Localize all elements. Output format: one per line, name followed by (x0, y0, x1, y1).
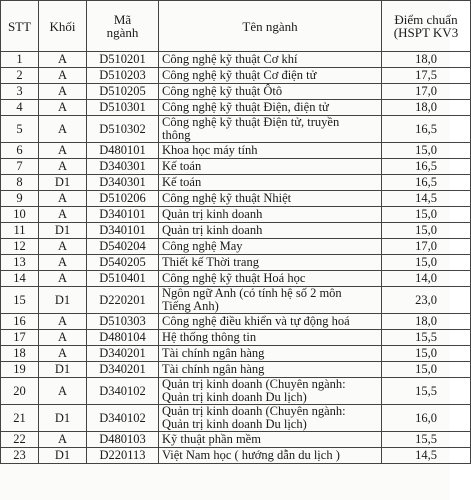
cell-diem-chuan: 14,0 (382, 271, 471, 287)
cell-stt: 17 (1, 330, 39, 346)
table-row (1, 287, 471, 314)
cell-ma-nganh: D340201 (87, 362, 159, 378)
table-row (1, 159, 471, 175)
ten-nganh-line: Quản trị kinh doanh (Chuyên ngành: (162, 404, 346, 418)
cell-diem-chuan: 15,0 (382, 207, 471, 223)
cell-khoi: D1 (39, 405, 87, 432)
cell-khoi: A (39, 239, 87, 255)
ten-nganh-line: Công nghệ kỹ thuật Điện, điện tử (162, 100, 329, 114)
ten-nganh-line: thông (162, 128, 191, 142)
cell-stt: 8 (1, 175, 39, 191)
cell-khoi: A (39, 330, 87, 346)
ten-nganh-line: Quản trị kinh doanh (162, 207, 263, 221)
table-header-row (1, 1, 471, 52)
cell-ten-nganh (159, 448, 382, 464)
ten-nganh-line: Công nghệ điều khiển và tự động hoá (162, 314, 350, 328)
cell-khoi: A (39, 271, 87, 287)
cell-ten-nganh (159, 84, 382, 100)
cell-ma-nganh: D340301 (87, 175, 159, 191)
ten-nganh-line: Công nghệ kỹ thuật Hoá học (162, 271, 306, 285)
cell-khoi: D1 (39, 448, 87, 464)
cell-diem-chuan: 17,5 (382, 68, 471, 84)
cell-khoi: A (39, 207, 87, 223)
cell-ten-nganh (159, 432, 382, 448)
cell-stt: 16 (1, 314, 39, 330)
ten-nganh-line: Ngôn ngữ Anh (có tính hệ số 2 môn (162, 286, 342, 300)
table-row (1, 378, 471, 405)
ten-nganh-line: Khoa học máy tính (162, 143, 258, 157)
cell-diem-chuan: 16,5 (382, 116, 471, 143)
ten-nganh-line: Công nghệ kỹ thuật Nhiệt (162, 191, 292, 205)
cell-ten-nganh (159, 330, 382, 346)
cell-ten-nganh (159, 223, 382, 239)
cell-diem-chuan: 15,5 (382, 432, 471, 448)
cell-ten-nganh (159, 239, 382, 255)
table-body (1, 52, 471, 464)
cell-ten-nganh (159, 255, 382, 271)
cell-ma-nganh: D340101 (87, 207, 159, 223)
ten-nganh-line: Công nghệ May (162, 239, 243, 253)
cell-ten-nganh (159, 175, 382, 191)
cell-khoi: A (39, 255, 87, 271)
cell-ma-nganh: D340201 (87, 346, 159, 362)
cell-stt: 18 (1, 346, 39, 362)
ten-nganh-line: Quản trị kinh doanh Du lịch) (162, 417, 307, 431)
ten-nganh-line: Công nghệ kỹ thuật Ôtô (162, 84, 283, 98)
cell-ten-nganh (159, 346, 382, 362)
cell-ten-nganh (159, 68, 382, 84)
table-row (1, 52, 471, 68)
ten-nganh-line: Hệ thống thông tin (162, 330, 257, 344)
table-row (1, 100, 471, 116)
cell-diem-chuan: 14,5 (382, 448, 471, 464)
header-diem-chuan: Điểm chuẩn (HSPT KV3 (382, 1, 471, 52)
cell-khoi: A (39, 68, 87, 84)
cell-diem-chuan: 15,0 (382, 223, 471, 239)
cell-ma-nganh: D540205 (87, 255, 159, 271)
cell-stt: 22 (1, 432, 39, 448)
cell-stt: 13 (1, 255, 39, 271)
cell-ma-nganh: D510302 (87, 116, 159, 143)
cell-khoi: A (39, 378, 87, 405)
cell-stt: 6 (1, 143, 39, 159)
cell-ma-nganh: D510206 (87, 191, 159, 207)
cell-diem-chuan: 15,5 (382, 378, 471, 405)
cell-ma-nganh: D510201 (87, 52, 159, 68)
cell-diem-chuan: 17,0 (382, 239, 471, 255)
cell-stt: 4 (1, 100, 39, 116)
table-row (1, 271, 471, 287)
cell-khoi: A (39, 116, 87, 143)
cell-ten-nganh (159, 143, 382, 159)
cell-diem-chuan: 18,0 (382, 314, 471, 330)
cell-diem-chuan: 15,0 (382, 362, 471, 378)
cell-stt: 12 (1, 239, 39, 255)
cell-khoi: A (39, 159, 87, 175)
cell-stt: 15 (1, 287, 39, 314)
ten-nganh-line: Công nghệ kỹ thuật Cơ khí (162, 52, 298, 66)
table-row (1, 405, 471, 432)
cell-khoi: D1 (39, 175, 87, 191)
ten-nganh-line: Việt Nam học ( hướng dẫn du lịch ) (162, 448, 340, 462)
cell-diem-chuan: 16,0 (382, 405, 471, 432)
cell-diem-chuan: 15,5 (382, 330, 471, 346)
cell-ma-nganh: D480103 (87, 432, 159, 448)
cell-ten-nganh (159, 287, 382, 314)
cell-ma-nganh: D340102 (87, 378, 159, 405)
cell-diem-chuan: 16,5 (382, 175, 471, 191)
cell-khoi: A (39, 432, 87, 448)
ten-nganh-line: Quản trị kinh doanh Du lịch) (162, 390, 307, 404)
cell-khoi: D1 (39, 223, 87, 239)
cell-ma-nganh: D340102 (87, 405, 159, 432)
cell-diem-chuan: 23,0 (382, 287, 471, 314)
cell-ten-nganh (159, 362, 382, 378)
cell-stt: 1 (1, 52, 39, 68)
cell-diem-chuan: 15,0 (382, 346, 471, 362)
table-row (1, 223, 471, 239)
cell-diem-chuan: 16,5 (382, 159, 471, 175)
ten-nganh-line: Kế toán (162, 159, 202, 173)
cell-ma-nganh: D480104 (87, 330, 159, 346)
cell-ten-nganh (159, 378, 382, 405)
cell-khoi: D1 (39, 362, 87, 378)
table-row (1, 207, 471, 223)
table-row (1, 84, 471, 100)
table-row (1, 346, 471, 362)
cell-ten-nganh (159, 207, 382, 223)
cell-stt: 11 (1, 223, 39, 239)
cell-ma-nganh: D220113 (87, 448, 159, 464)
cell-ma-nganh: D540204 (87, 239, 159, 255)
ten-nganh-line: Quản trị kinh doanh (Chuyên ngành: (162, 377, 346, 391)
table-row (1, 175, 471, 191)
cell-khoi: A (39, 52, 87, 68)
cell-stt: 21 (1, 405, 39, 432)
cell-ma-nganh: D510205 (87, 84, 159, 100)
cell-diem-chuan: 15,0 (382, 255, 471, 271)
cell-ma-nganh: D510301 (87, 100, 159, 116)
header-khoi: Khối (39, 1, 87, 52)
cell-ten-nganh (159, 405, 382, 432)
cell-stt: 7 (1, 159, 39, 175)
cell-stt: 3 (1, 84, 39, 100)
cell-ma-nganh: D510401 (87, 271, 159, 287)
cell-stt: 20 (1, 378, 39, 405)
cell-khoi: A (39, 143, 87, 159)
table-row (1, 143, 471, 159)
ten-nganh-line: Công nghệ kỹ thuật Cơ điện tử (162, 68, 317, 82)
cell-ten-nganh (159, 191, 382, 207)
table-row (1, 314, 471, 330)
ten-nganh-line: Tài chính ngân hàng (162, 346, 265, 360)
ten-nganh-line: Tiếng Anh) (162, 299, 219, 313)
ten-nganh-line: Quản trị kinh doanh (162, 223, 263, 237)
cell-ma-nganh: D480101 (87, 143, 159, 159)
cell-diem-chuan: 18,0 (382, 100, 471, 116)
table-row (1, 239, 471, 255)
table-row (1, 448, 471, 464)
cell-ten-nganh (159, 314, 382, 330)
cell-ten-nganh (159, 159, 382, 175)
cell-khoi: A (39, 191, 87, 207)
cell-diem-chuan: 18,0 (382, 52, 471, 68)
table-row (1, 68, 471, 84)
cell-khoi: A (39, 84, 87, 100)
cell-diem-chuan: 15,0 (382, 143, 471, 159)
ten-nganh-line: Tài chính ngân hàng (162, 362, 265, 376)
cell-ten-nganh (159, 100, 382, 116)
cell-ma-nganh: D510203 (87, 68, 159, 84)
cell-stt: 2 (1, 68, 39, 84)
header-ten-nganh: Tên ngành (159, 1, 382, 52)
cell-stt: 14 (1, 271, 39, 287)
cell-ma-nganh: D340101 (87, 223, 159, 239)
cell-khoi: A (39, 100, 87, 116)
cell-ten-nganh (159, 52, 382, 68)
cell-khoi: A (39, 346, 87, 362)
header-stt: STT (1, 1, 39, 52)
ten-nganh-line: Kế toán (162, 175, 202, 189)
cell-diem-chuan: 14,5 (382, 191, 471, 207)
cell-stt: 19 (1, 362, 39, 378)
cell-stt: 10 (1, 207, 39, 223)
cell-diem-chuan: 17,0 (382, 84, 471, 100)
cell-khoi: D1 (39, 287, 87, 314)
table-row (1, 116, 471, 143)
cell-ma-nganh: D220201 (87, 287, 159, 314)
cell-ma-nganh: D340301 (87, 159, 159, 175)
ten-nganh-line: Công nghệ kỹ thuật Điện tử, truyền (162, 115, 340, 129)
cell-khoi: A (39, 314, 87, 330)
ten-nganh-line: Thiết kế Thời trang (162, 255, 259, 269)
cell-ma-nganh: D510303 (87, 314, 159, 330)
ten-nganh-line: Kỹ thuật phần mềm (162, 432, 261, 446)
table-row (1, 362, 471, 378)
cell-stt: 23 (1, 448, 39, 464)
cell-ten-nganh (159, 116, 382, 143)
table-row (1, 255, 471, 271)
cell-stt: 5 (1, 116, 39, 143)
cell-ten-nganh (159, 271, 382, 287)
table-row (1, 191, 471, 207)
table-row (1, 432, 471, 448)
header-ma-nganh: Mã ngành (87, 1, 159, 52)
table-row (1, 330, 471, 346)
cell-stt: 9 (1, 191, 39, 207)
